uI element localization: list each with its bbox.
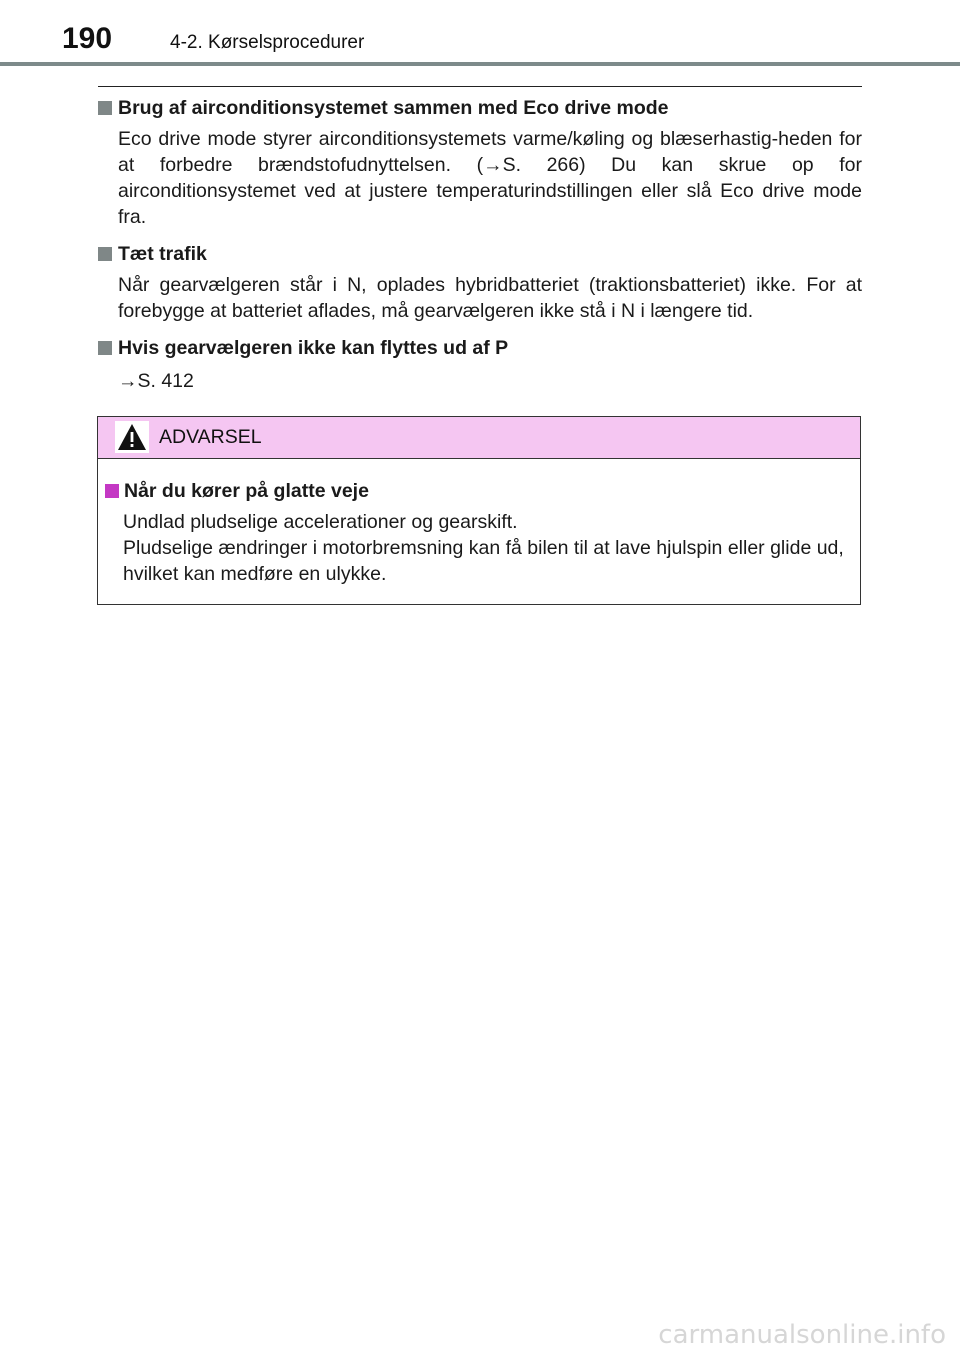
page-reference-link[interactable]: →S. 412	[118, 370, 194, 392]
section-gear-p	[98, 334, 862, 394]
section-heading-text: Tæt trafik	[118, 243, 207, 265]
square-bullet-icon	[105, 484, 119, 498]
warning-line: Pludselige ændringer i motorbremsning kan få bilen til at lave hjulspin eller glide ud, hvilket kan medføre en ulykke.	[123, 537, 844, 585]
warning-line: Undlad pludselige accelerationer og gearskift.	[123, 511, 518, 533]
warning-header	[98, 417, 860, 459]
warning-heading	[105, 477, 846, 505]
warning-box	[97, 416, 861, 605]
section-traffic	[98, 240, 862, 324]
section-heading-text: Brug af airconditionsystemet sammen med Eco drive mode	[118, 97, 669, 119]
warning-body	[98, 459, 860, 587]
square-bullet-icon	[98, 341, 112, 355]
section-heading-text: Hvis gearvælgeren ikke kan flyttes ud af P	[118, 337, 509, 359]
section-eco-drive	[98, 94, 862, 230]
watermark: carmanualsonline.info	[658, 1320, 946, 1350]
header-divider	[0, 62, 960, 66]
section-body: Eco drive mode styrer airconditionsystemets varme/køling og blæserhastig-heden for at forbedre brændstofudnyttelsen. (→S. 266) Du kan skrue op for airconditionsystemet ved at justere temperaturindstillingen eller slå Eco drive mode fra.	[118, 128, 862, 228]
warning-heading-text: Når du kører på glatte veje	[124, 480, 369, 502]
main-content	[98, 94, 862, 404]
content-divider	[98, 86, 862, 87]
page-header	[0, 0, 960, 66]
square-bullet-icon	[98, 247, 112, 261]
page-number: 190	[62, 22, 113, 55]
warning-text	[123, 509, 846, 587]
warning-triangle-icon	[115, 421, 149, 453]
warning-title: ADVARSEL	[159, 426, 262, 448]
section-body: Når gearvælgeren står i N, oplades hybridbatteriet (traktionsbatteriet) ikke. For at forebygge at batteriet aflades, må gearvælgeren ikke stå i N i længere tid.	[118, 274, 862, 322]
section-title: 4-2. Kørselsprocedurer	[170, 32, 365, 53]
section-heading	[98, 334, 862, 362]
square-bullet-icon	[98, 101, 112, 115]
section-heading	[98, 94, 862, 122]
section-heading	[98, 240, 862, 268]
